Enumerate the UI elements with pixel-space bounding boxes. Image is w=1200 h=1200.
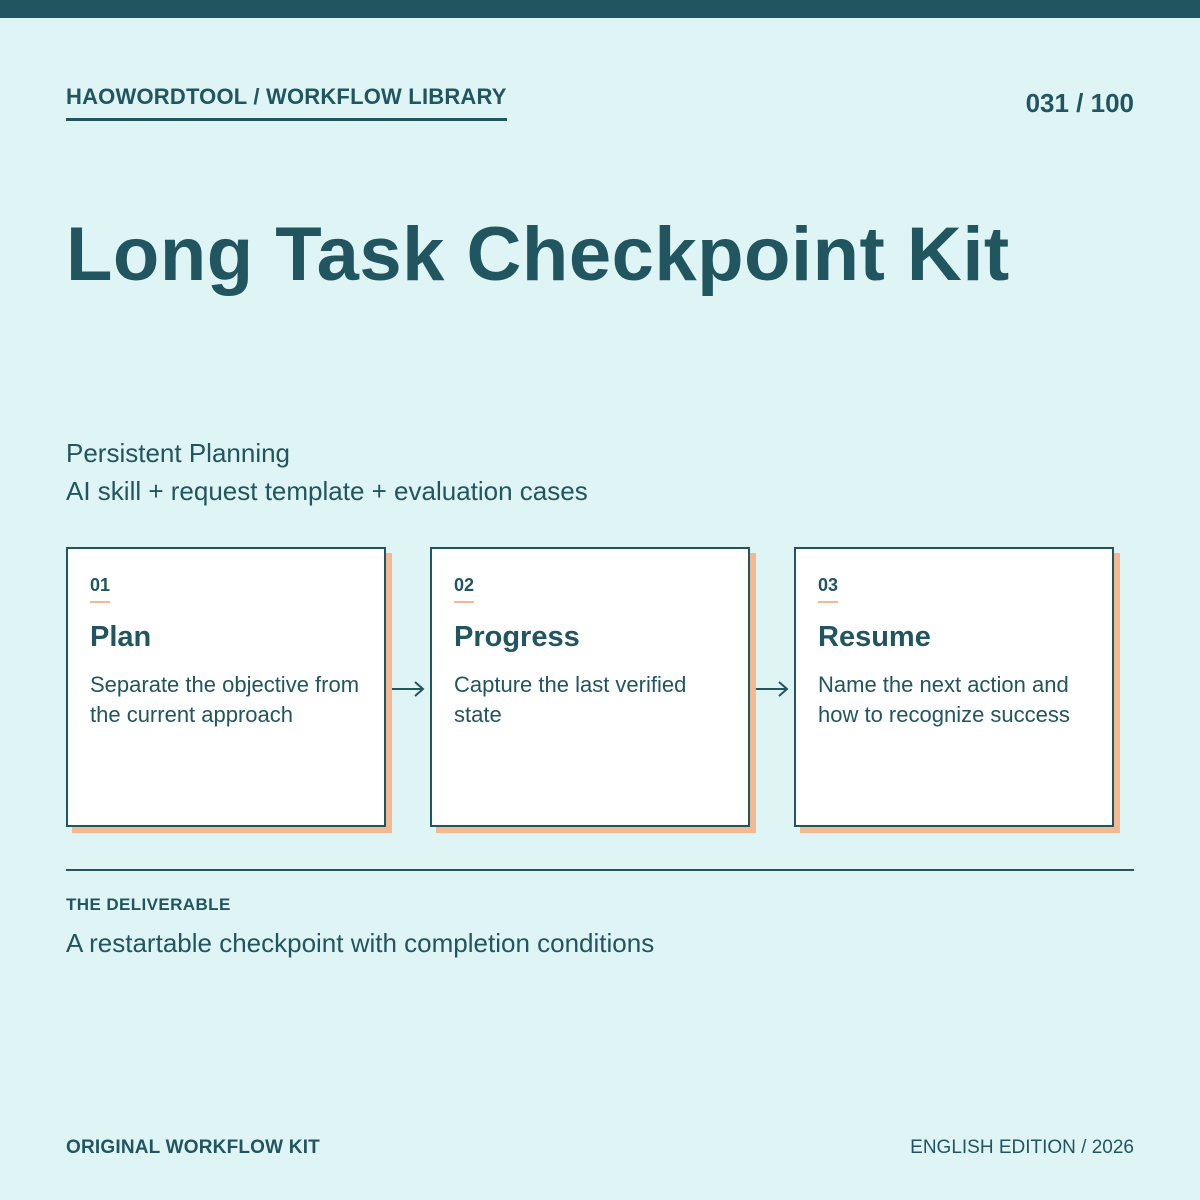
step-title: Progress: [454, 621, 580, 653]
step-title: Plan: [90, 621, 152, 653]
step-description: Capture the last verified state: [454, 672, 687, 727]
step-card-progress: [430, 547, 750, 827]
step-number: 01: [90, 574, 110, 603]
step-description: Name the next action and how to recognize success: [818, 672, 1070, 727]
step-title: Resume: [818, 621, 931, 653]
subtitle-components: AI skill + request template + evaluation cases: [66, 476, 588, 506]
deliverable-text: A restartable checkpoint with completion conditions: [66, 928, 655, 958]
brand-label: HAOWORDTOOL / WORKFLOW LIBRARY: [66, 84, 507, 121]
top-accent-bar: [0, 0, 1200, 18]
page-title: Long Task Checkpoint Kit: [66, 212, 1010, 297]
step-number: 02: [454, 574, 474, 603]
step-description: Separate the objective from the current approach: [90, 672, 360, 727]
arrow-right-icon: [390, 676, 426, 702]
footer-kit-label: ORIGINAL WORKFLOW KIT: [66, 1137, 320, 1158]
subtitle: [66, 434, 588, 510]
step-card-plan: [66, 547, 386, 827]
step-card-resume: [794, 547, 1114, 827]
section-divider: [66, 869, 1134, 871]
subtitle-category: Persistent Planning: [66, 438, 291, 468]
footer-edition-label: ENGLISH EDITION / 2026: [910, 1137, 1134, 1158]
page-counter: 031 / 100: [1025, 88, 1134, 118]
step-number: 03: [818, 574, 838, 603]
arrow-right-icon: [754, 676, 790, 702]
deliverable-label: THE DELIVERABLE: [66, 895, 231, 914]
